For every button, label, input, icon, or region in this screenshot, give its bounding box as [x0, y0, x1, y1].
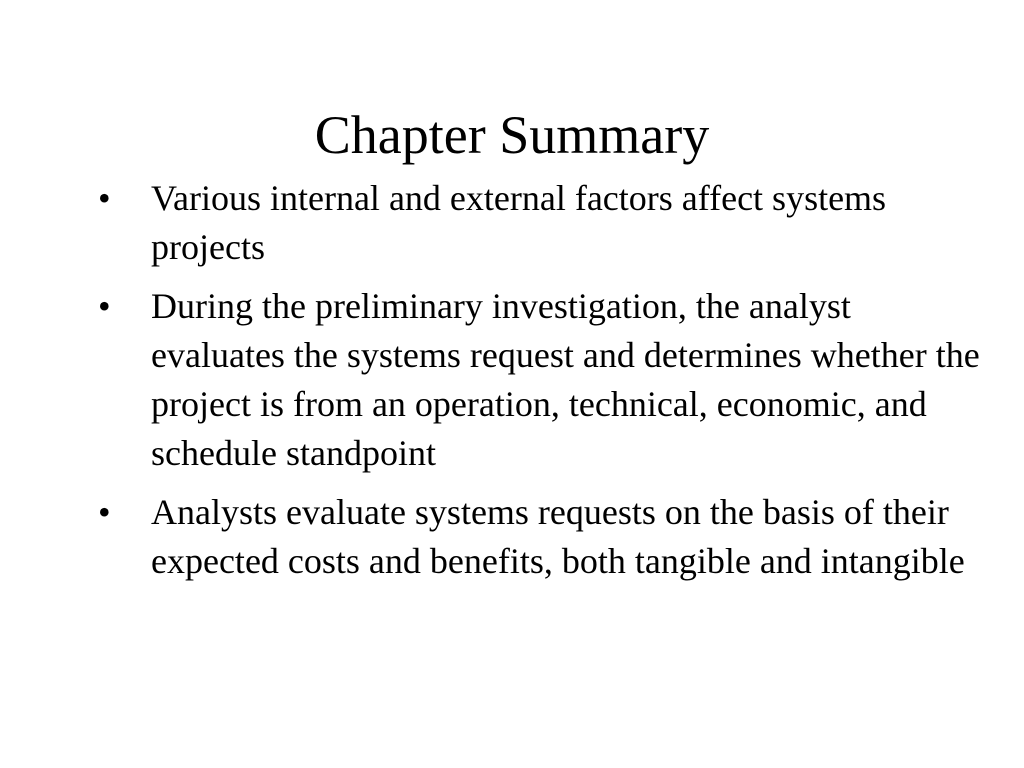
slide-title: Chapter Summary	[314, 105, 710, 165]
bullet-list	[98, 174, 988, 596]
bullet-text: During the preliminary investigation, the analyst evaluates the systems request and determines whether the project is from an operation, technical, economic, and schedule standpoint	[151, 286, 980, 473]
bullet-item	[98, 488, 988, 586]
bullet-item	[98, 174, 988, 272]
bullet-text: Various internal and external factors affect systems projects	[151, 178, 887, 267]
bullet-icon: •	[98, 286, 111, 326]
bullet-text: Analysts evaluate systems requests on the basis of their expected costs and benefits, both tangible and intangible	[151, 492, 965, 581]
bullet-icon: •	[98, 492, 111, 532]
bullet-icon: •	[98, 178, 111, 218]
bullet-item	[98, 282, 988, 478]
